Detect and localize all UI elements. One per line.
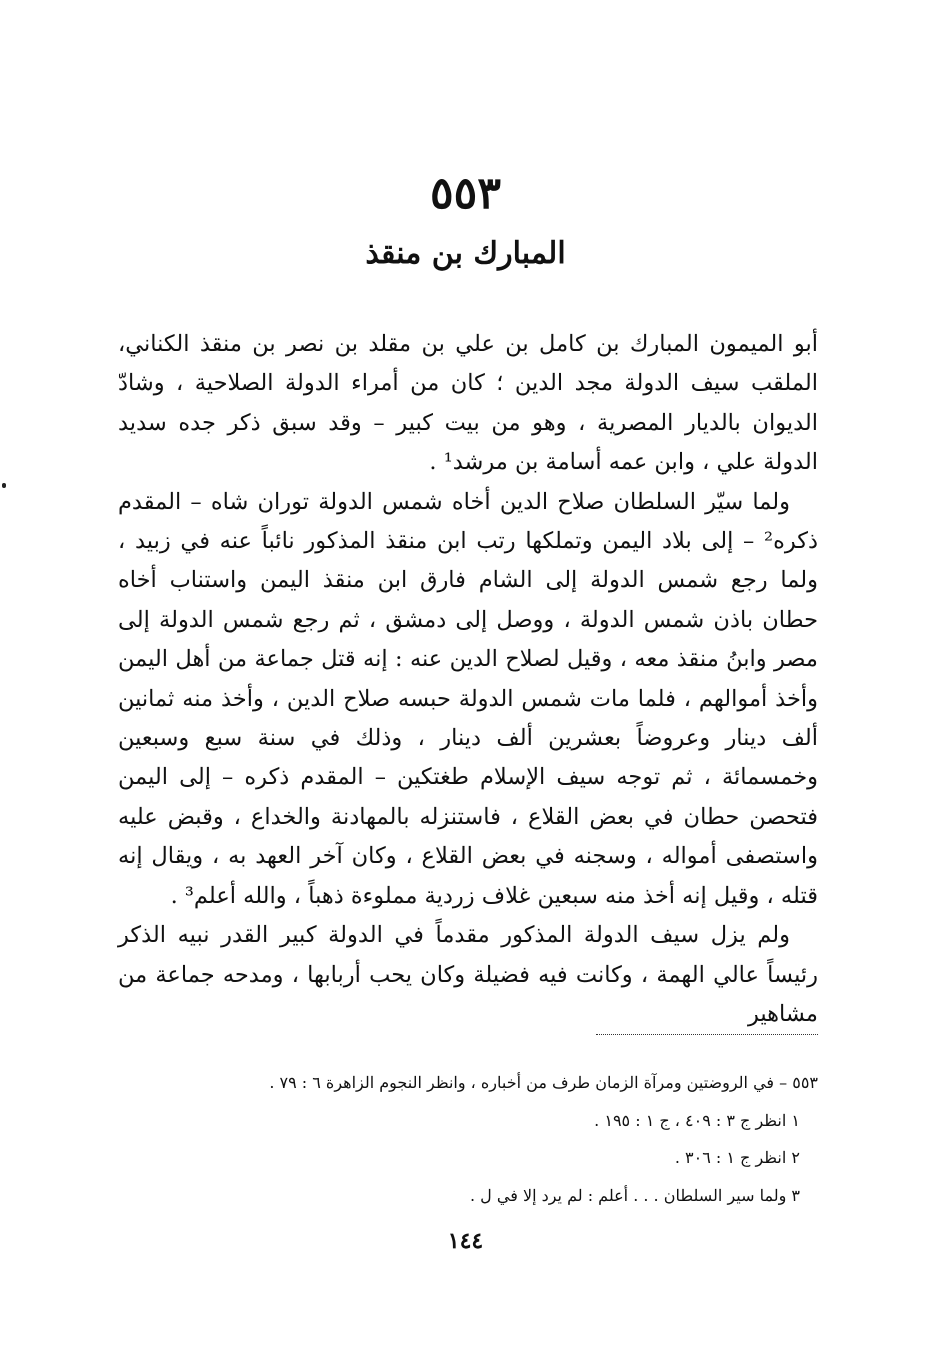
footnotes [118,1064,818,1214]
page-number: ١٤٤ [447,1228,484,1254]
paragraph-1: أبو الميمون المبارك بن كامل بن علي بن مقلد بن نصر بن منقذ الكناني، الملقب سيف الدولة مجد الدين ؛ كان من أمراء الدولة الصلاحية ، وشادّ الديوان بالديار المصرية ، وهو من بيت كبير – وقد سبق ذكر جده سديد الدولة علي ، وابن عمه أسامة بن مرشد¹ . [118,331,818,476]
entry-title: المبارك بن منقذ [365,236,566,271]
body-text [118,325,818,1034]
paragraph-2: ولما سيّر السلطان صلاح الدين أخاه شمس الدولة توران شاه – المقدم ذكره² – إلى بلاد اليمن وتملكها رتب ابن منقذ المذكور نائباً عنه في زبيد ، ولما رجع شمس الدولة إلى الشام فارق ابن منقذ اليمن واستناب أخاه حطان باذن شمس الدولة ، ووصل إلى دمشق ، ثم رجع شمس الدولة إلى مصر وابنُ منقذ معه ، وقيل لصلاح الدين عنه : إنه قتل جماعة من أهل اليمن وأخذ أموالهم ، فلما مات شمس الدولة حبسه صلاح الدين ، وأخذ منه ثمانين ألف دينار وعروضاً بعشرين ألف دينار ، وذلك في سنة سبع وسبعين وخمسمائة ، ثم توجه سيف الإسلام طغتكين – المقدم ذكره – إلى اليمن فتحصن حطان في بعض القلاع ، فاستنزله بالمهادنة والخداع ، وقبض عليه واستصفى أمواله ، وسجنه في بعض القلاع ، وكان آخر العهد به ، ويقال إنه قتله ، وقيل إنه أخذ منه سبعين غلاف زردية مملوءة ذهباً ، والله أعلم³ . [118,488,818,909]
margin-mark [2,483,6,488]
paragraph-3: ولم يزل سيف الدولة المذكور مقدماً في الدولة كبير القدر نبيه الذكر رئيساً عالي الهمة ، وكانت فيه فضيلة وكان يحب أربابها ، ومدحه جماعة من مشاهير [118,922,818,1027]
footnote-2: ٢ انظر ج ١ : ٣٠٦ . [674,1148,800,1167]
entry-number: ٥٥٣ [430,168,501,219]
footnote-entry-source: ٥٥٣ – في الروضتين ومرآة الزمان طرف من أخباره ، وانظر النجوم الزاهرة ٦ : ٧٩ . [269,1073,818,1092]
footnote-separator [596,1034,818,1035]
footnote-1: ١ انظر ج ٣ : ٤٠٩ ، ج ١ : ١٩٥ . [594,1110,800,1130]
footnote-3: ٣ ولما سير السلطان . . . أعلم : لم يرد إلا في ل . [469,1185,800,1205]
